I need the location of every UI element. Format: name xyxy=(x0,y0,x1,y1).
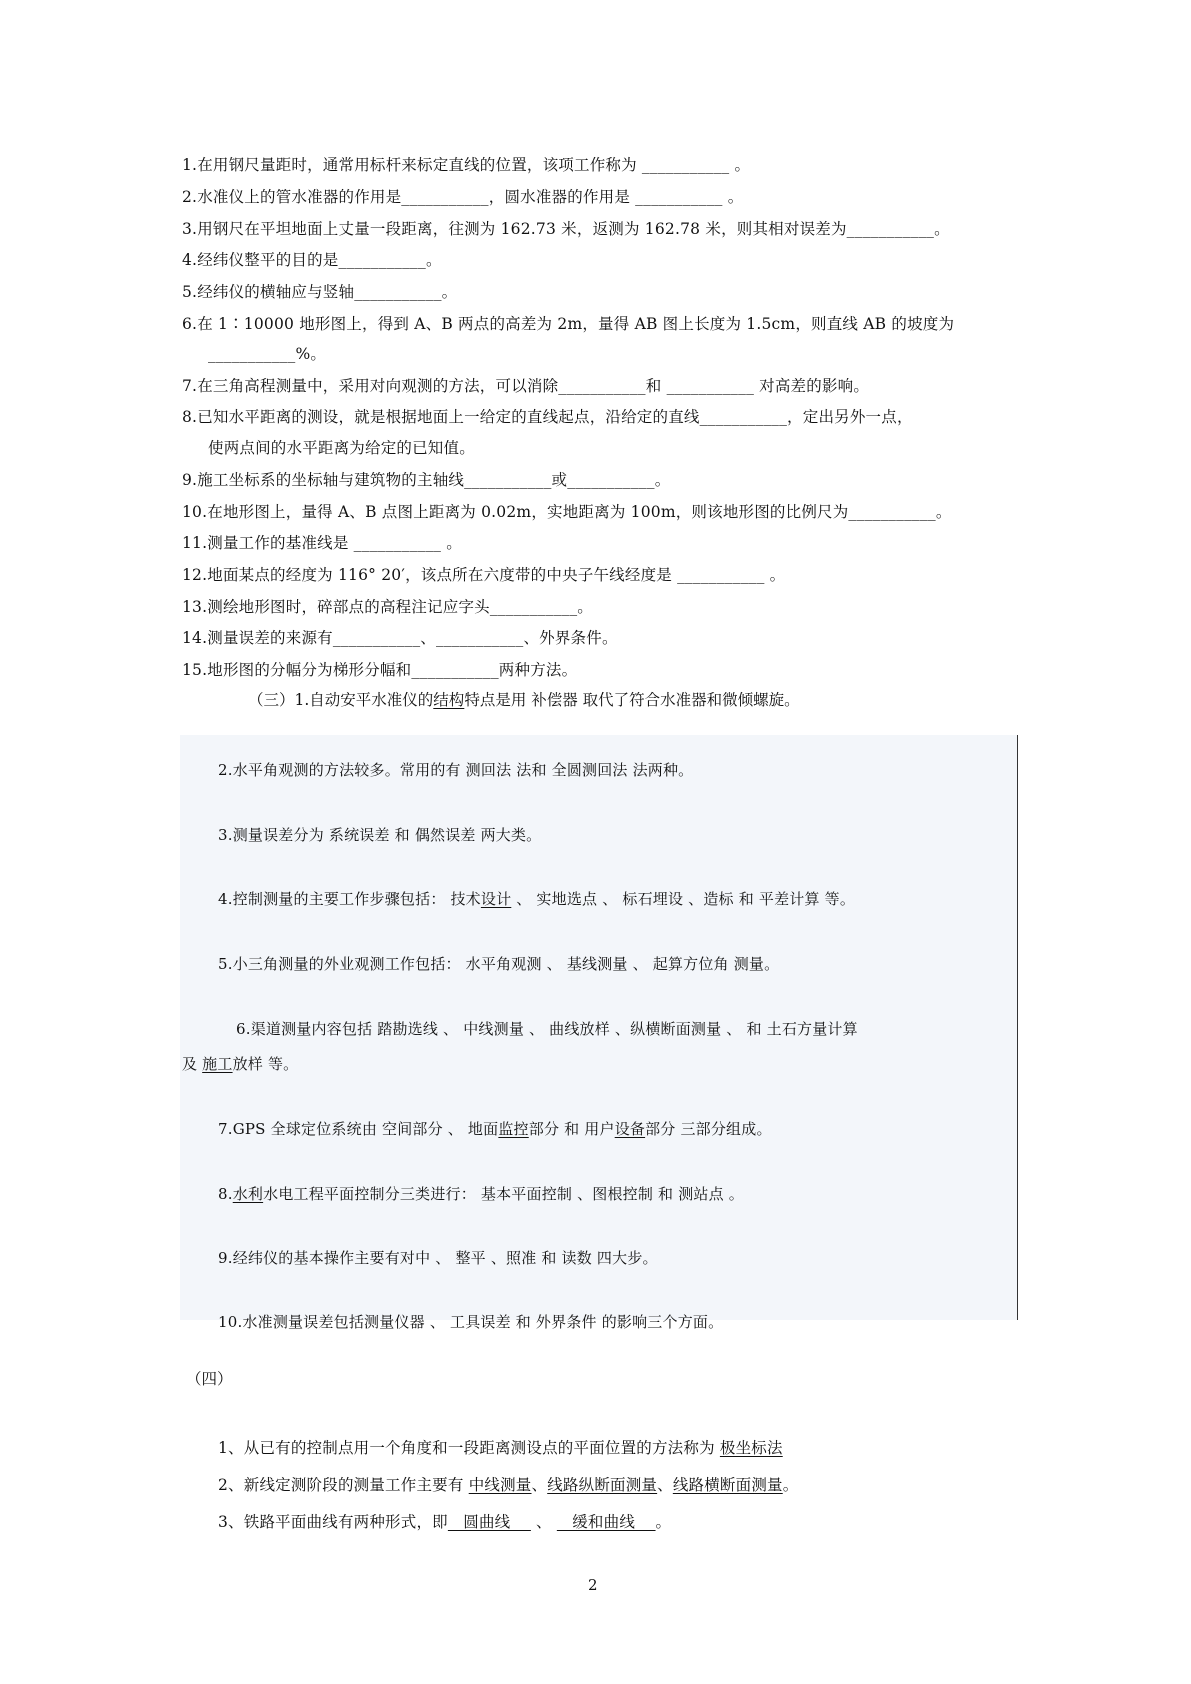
underlined-answer: 中线测量 xyxy=(468,1476,532,1494)
question-3: 3.用钢尺在平坦地面上丈量一段距离，往测为 162.73 米，返测为 162.78 米，则其相对误差为___________。 xyxy=(182,220,950,238)
section-4-heading: （四） xyxy=(186,1370,233,1388)
underlined-answer: 极坐标法 xyxy=(719,1439,783,1457)
answer-text: 8. xyxy=(218,1185,233,1203)
answer-6: 6.渠道测量内容包括 踏勘选线 、 中线测量 、 曲线放样 、纵横断面测量 、 和 土石方量计算 xyxy=(236,1020,858,1038)
question-2: 2.水准仪上的管水准器的作用是___________，圆水准器的作用是 ___________ 。 xyxy=(182,188,744,206)
question-12: 12.地面某点的经度为 116° 20′，该点所在六度带的中央子午线经度是 ___________ 。 xyxy=(182,566,786,584)
underlined-answer: 线路横断面测量 xyxy=(672,1476,783,1494)
question-8-continued: 使两点间的水平距离为给定的已知值。 xyxy=(208,439,475,457)
answer-3: 3.测量误差分为 系统误差 和 偶然误差 两大类。 xyxy=(218,826,542,844)
answer-text: 。 xyxy=(782,1476,799,1494)
underlined-answer: 缓和曲线 xyxy=(556,1513,656,1531)
answer-text: 部分 三部分组成。 xyxy=(645,1120,772,1138)
answer-text: 。 xyxy=(655,1513,672,1531)
question-8: 8.已知水平距离的测设，就是根据地面上一给定的直线起点，沿给定的直线___________，定出另外一点， xyxy=(182,408,913,426)
underlined-word: 监控 xyxy=(498,1120,529,1138)
answer-9: 9.经纬仪的基本操作主要有对中 、 整平 、照准 和 读数 四大步。 xyxy=(218,1249,658,1267)
underlined-word: 结构 xyxy=(433,691,465,709)
answer-8 xyxy=(218,1183,744,1205)
answer-2: 2.水平角观测的方法较多。常用的有 测回法 法和 全圆测回法 法两种。 xyxy=(218,761,694,779)
question-6-continued: ___________%。 xyxy=(208,345,327,363)
section-4-question-3 xyxy=(218,1511,671,1533)
answer-text: 放样 等。 xyxy=(232,1055,299,1073)
answer-5: 5.小三角测量的外业观测工作包括： 水平角观测 、 基线测量 、 起算方位角 测量。 xyxy=(218,955,780,973)
answer-text: 水电工程平面控制分三类进行： 基本平面控制 、图根控制 和 测站点 。 xyxy=(263,1185,744,1203)
answer-6-continued xyxy=(182,1053,298,1075)
section-4-question-1 xyxy=(218,1437,783,1459)
question-5: 5.经纬仪的横轴应与竖轴___________。 xyxy=(182,283,458,301)
separator: 、 xyxy=(657,1476,673,1494)
question-13: 13.测绘地形图时，碎部点的高程注记应字头___________。 xyxy=(182,598,594,616)
answer-10: 10.水准测量误差包括测量仪器 、 工具误差 和 外界条件 的影响三个方面。 xyxy=(218,1313,724,1331)
question-7: 7.在三角高程测量中，采用对向观测的方法，可以消除___________和 ___________ 对高差的影响。 xyxy=(182,377,870,395)
answer-text: 1、从已有的控制点用一个角度和一段距离测设点的平面位置的方法称为 xyxy=(218,1439,720,1457)
answer-text: 7.GPS 全球定位系统由 空间部分 、 地面 xyxy=(218,1120,499,1138)
answer-text: 、 实地选点 、 标石埋设 、造标 和 平差计算 等。 xyxy=(511,890,856,908)
answer-text: 3、铁路平面曲线有两种形式，即 xyxy=(218,1513,448,1531)
question-6: 6.在 1∶10000 地形图上，得到 A、B 两点的高差为 2m，量得 AB 图上长度为 1.5cm，则直线 AB 的坡度为 xyxy=(182,315,955,333)
underlined-word: 施工 xyxy=(202,1055,233,1073)
answer-text: 4.控制测量的主要工作步骤包括： 技术 xyxy=(218,890,481,908)
question-10: 10.在地形图上，量得 A、B 点图上距离为 0.02m，实地距离为 100m，则该地形图的比例尺为___________。 xyxy=(182,503,952,521)
answer-text: 部分 和 用户 xyxy=(528,1120,615,1138)
answer-box xyxy=(180,735,1018,1331)
separator: 、 xyxy=(531,1476,548,1494)
page-number: 2 xyxy=(588,1576,598,1594)
underlined-answer: 线路纵断面测量 xyxy=(547,1476,658,1494)
answer-text: 特点是用 补偿器 取代了符合水准器和微倾螺旋。 xyxy=(464,691,800,709)
section-3-first-answer xyxy=(248,688,800,710)
section-4-question-2 xyxy=(218,1474,798,1496)
answer-4 xyxy=(218,888,855,910)
question-14: 14.测量误差的来源有___________、___________、外界条件。 xyxy=(182,629,618,647)
question-15: 15.地形图的分幅分为梯形分幅和___________两种方法。 xyxy=(182,661,578,679)
underlined-word: 水利 xyxy=(232,1185,264,1203)
answer-text: 2、新线定测阶段的测量工作主要有 xyxy=(218,1476,469,1494)
separator: 、 xyxy=(530,1513,557,1531)
answer-7 xyxy=(218,1118,772,1140)
question-9: 9.施工坐标系的坐标轴与建筑物的主轴线___________或___________。 xyxy=(182,471,671,489)
underlined-answer: 圆曲线 xyxy=(447,1513,531,1531)
answer-text: 及 xyxy=(182,1055,203,1073)
question-1: 1.在用钢尺量距时，通常用标杆来标定直线的位置，该项工作称为 ___________ 。 xyxy=(182,156,751,174)
question-11: 11.测量工作的基准线是 ___________ 。 xyxy=(182,534,462,552)
answer-text: （三）1.自动安平水准仪的 xyxy=(248,691,434,709)
underlined-word: 设备 xyxy=(614,1120,646,1138)
question-4: 4.经纬仪整平的目的是___________。 xyxy=(182,251,442,269)
underlined-word: 设计 xyxy=(480,890,512,908)
